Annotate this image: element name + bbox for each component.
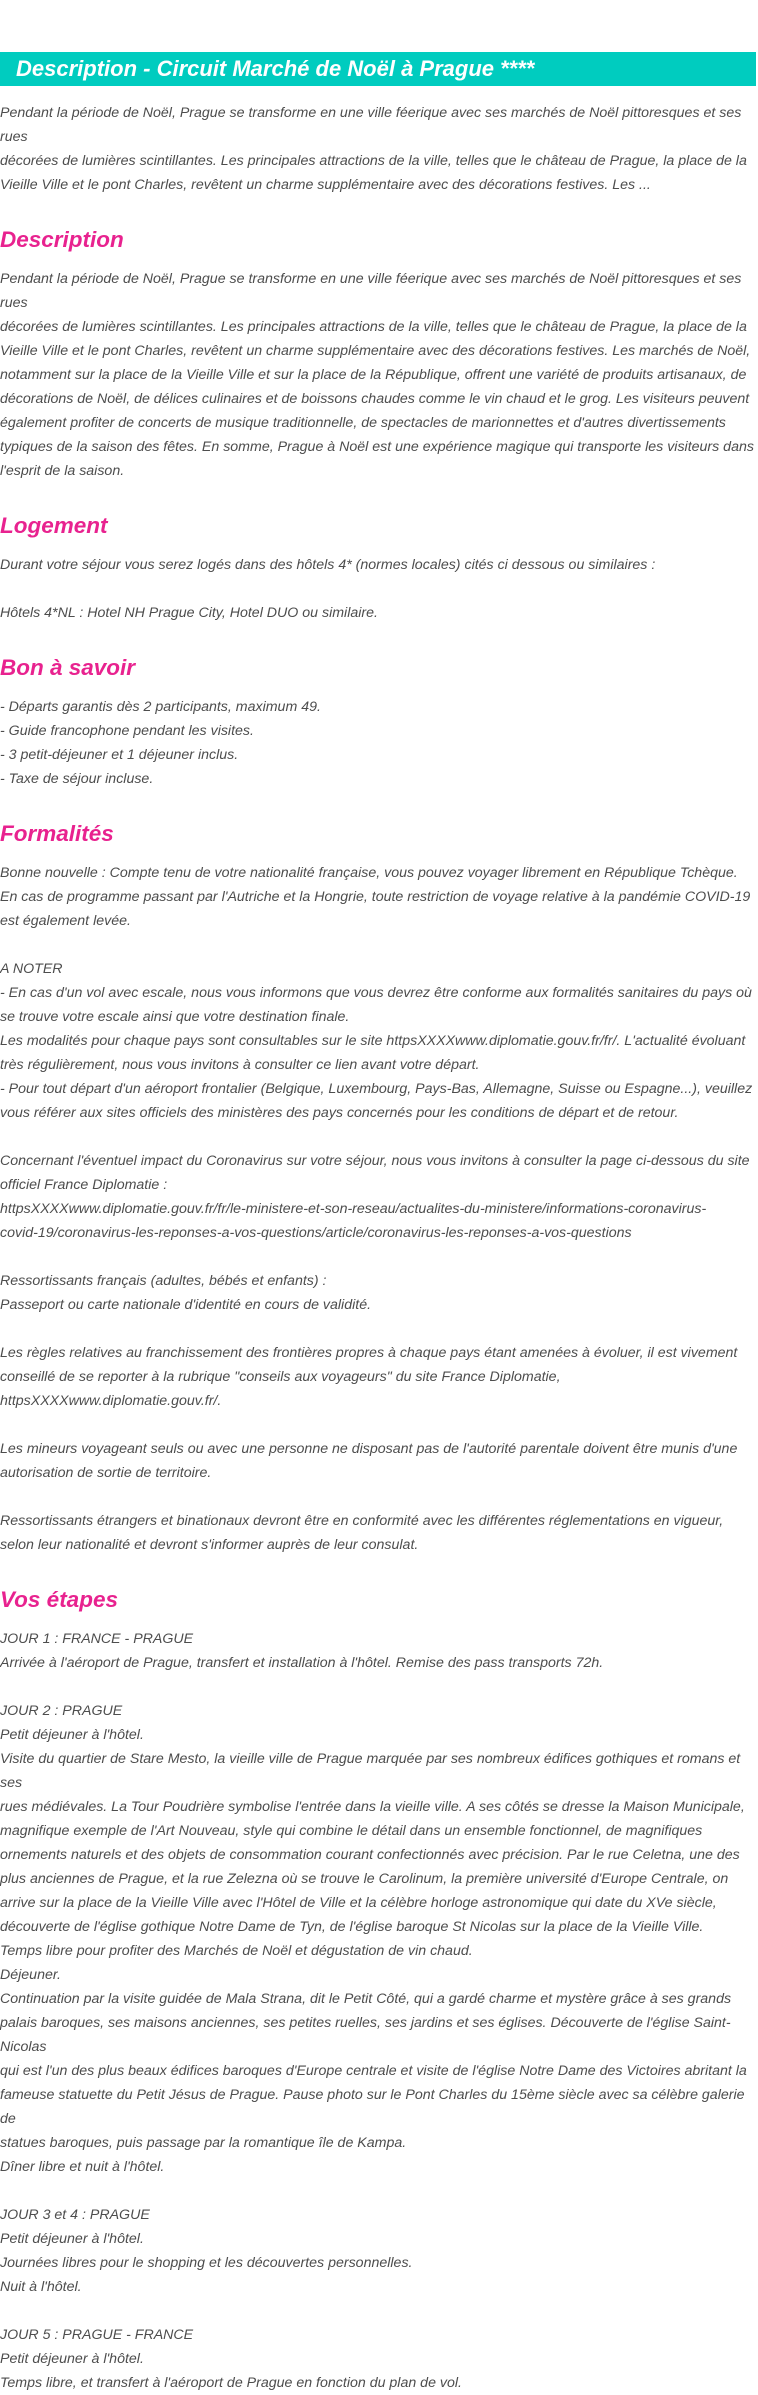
text-line: Nuit à l'hôtel. <box>0 2279 82 2295</box>
text-line: Passeport ou carte nationale d'identité en cours de validité. <box>0 1297 372 1313</box>
text-line: arrive sur la place de la Vieille Ville avec l'Hôtel de Ville et la célèbre horloge astronomique qui date du XVe siècle, <box>0 1895 717 1911</box>
text-line: se trouve votre escale ainsi que votre destination finale. <box>0 1009 350 1025</box>
text-line: Ressortissants français (adultes, bébés et enfants) : <box>0 1273 327 1289</box>
text-line: vous référer aux sites officiels des ministères des pays concernés pour les conditions de départ et de retour. <box>0 1105 679 1121</box>
text-line: est également levée. <box>0 913 131 929</box>
text-line: Bonne nouvelle : Compte tenu de votre nationalité française, vous pouvez voyager librement en République Tchèque. <box>0 865 738 881</box>
text-line: - Pour tout départ d'un aéroport frontalier (Belgique, Luxembourg, Pays-Bas, Allemagne, Suisse ou Espagne...), veuillez <box>0 1081 753 1097</box>
text-line: très régulièrement, nous vous invitons à consulter ce lien avant votre départ. <box>0 1057 480 1073</box>
text-line: statues baroques, puis passage par la romantique île de Kampa. <box>0 2135 407 2151</box>
text-line: autorisation de sortie de territoire. <box>0 1465 212 1481</box>
text-line: découverte de l'église gothique Notre Dame de Tyn, de l'église baroque St Nicolas sur la place de la Vieille Ville. <box>0 1919 704 1935</box>
text-line: - 3 petit-déjeuner et 1 déjeuner inclus. <box>0 747 239 763</box>
blank-line <box>0 1413 755 1437</box>
text-line: Les mineurs voyageant seuls ou avec une personne ne disposant pas de l'autorité parentale doivent être munis d'une <box>0 1441 738 1457</box>
blank-line <box>0 1245 755 1269</box>
description-text <box>0 267 755 483</box>
text-line: Continuation par la visite guidée de Mala Strana, dit le Petit Côté, qui a gardé charme et mystère grâce à ses grands <box>0 1991 732 2007</box>
text-line: Temps libre pour profiter des Marchés de Noël et dégustation de vin chaud. <box>0 1943 473 1959</box>
formalites-text <box>0 861 755 1557</box>
text-line: conseillé de se reporter à la rubrique "conseils aux voyageurs" du site France Diplomatie, <box>0 1369 561 1385</box>
text-line: Dîner libre et nuit à l'hôtel. <box>0 2159 165 2175</box>
text-line: Petit déjeuner à l'hôtel. <box>0 2351 144 2367</box>
text-line: notamment sur la place de la Vieille Ville et sur la place de la République, offrent une variété de produits artisanaux, de <box>0 367 747 383</box>
text-line: Déjeuner. <box>0 1967 61 1983</box>
text-line: Vieille Ville et le pont Charles, revêtent un charme supplémentaire avec des décorations festives. Les ... <box>0 177 651 193</box>
blank-line <box>0 2179 755 2203</box>
text-line: décorées de lumières scintillantes. Les principales attractions de la ville, telles que le château de Prague, la place de la <box>0 319 747 335</box>
blank-line <box>0 1485 755 1509</box>
text-line: Temps libre, et transfert à l'aéroport de Prague en fonction du plan de vol. <box>0 2375 462 2391</box>
text-line: plus anciennes de Prague, et la rue Zelezna où se trouve le Carolinum, la première université d'Europe Centrale, on <box>0 1871 729 1887</box>
logement-text <box>0 553 755 625</box>
blank-line <box>0 2299 755 2323</box>
text-line: JOUR 1 : FRANCE - PRAGUE <box>0 1631 194 1647</box>
text-line: - Guide francophone pendant les visites. <box>0 723 254 739</box>
text-line: En cas de programme passant par l'Autriche et la Hongrie, toute restriction de voyage relative à la pandémie COVID-19 <box>0 889 751 905</box>
text-line: covid-19/coronavirus-les-reponses-a-vos-questions/article/coronavirus-les-reponses-a-vos-questions <box>0 1225 632 1241</box>
text-line: A NOTER <box>0 961 63 977</box>
text-line: selon leur nationalité et devront s'informer auprès de leur consulat. <box>0 1537 419 1553</box>
text-line: - Taxe de séjour incluse. <box>0 771 154 787</box>
blank-line <box>0 1125 755 1149</box>
text-line: - En cas d'un vol avec escale, nous vous informons que vous devrez être conforme aux formalités sanitaires du pays où <box>0 985 752 1001</box>
blank-line <box>0 1317 755 1341</box>
section-heading-description: Description <box>0 227 124 252</box>
text-line: httpsXXXXwww.diplomatie.gouv.fr/. <box>0 1393 222 1409</box>
section-heading-bon-a-savoir: Bon à savoir <box>0 655 136 680</box>
text-line: - Départs garantis dès 2 participants, maximum 49. <box>0 699 321 715</box>
text-line: Visite du quartier de Stare Mesto, la vieille ville de Prague marquée par ses nombreux édifices gothiques et romans et ses <box>0 1751 745 1791</box>
text-line: décorées de lumières scintillantes. Les principales attractions de la ville, telles que le château de Prague, la place de la <box>0 153 747 169</box>
text-line: fameuse statuette du Petit Jésus de Prague. Pause photo sur le Pont Charles du 15ème siècle avec sa célèbre galerie de <box>0 2087 749 2127</box>
text-line: typiques de la saison des fêtes. En somme, Prague à Noël est une expérience magique qui transporte les visiteurs dans <box>0 439 754 455</box>
text-line: Vieille Ville et le pont Charles, revêtent un charme supplémentaire avec des décorations festives. Les marchés de Noël, <box>0 343 751 359</box>
section-heading-logement: Logement <box>0 513 108 538</box>
text-line: Journées libres pour le shopping et les découvertes personnelles. <box>0 2255 413 2271</box>
text-line: palais baroques, ses maisons anciennes, ses petites ruelles, ses jardins et ses églises. Découverte de l'église Saint-Nicolas <box>0 2015 731 2055</box>
text-line: Petit déjeuner à l'hôtel. <box>0 2231 144 2247</box>
text-line: JOUR 5 : PRAGUE - FRANCE <box>0 2327 194 2343</box>
section-heading-formalites: Formalités <box>0 821 114 846</box>
text-line: Ressortissants étrangers et binationaux devront être en conformité avec les différentes réglementations en vigueur, <box>0 1513 724 1529</box>
text-line: Pendant la période de Noël, Prague se transforme en une ville féerique avec ses marchés de Noël pittoresques et ses rues <box>0 271 746 311</box>
text-line: Petit déjeuner à l'hôtel. <box>0 1727 144 1743</box>
page-title-banner: Description - Circuit Marché de Noël à Prague **** <box>0 52 756 86</box>
text-line: JOUR 3 et 4 : PRAGUE <box>0 2207 150 2223</box>
text-line: qui est l'un des plus beaux édifices baroques d'Europe centrale et visite de l'église Notre Dame des Victoires abritant la <box>0 2063 747 2079</box>
text-line: également profiter de concerts de musique traditionnelle, de spectacles de marionnettes et d'autres divertissements <box>0 415 726 431</box>
blank-line <box>0 933 755 957</box>
text-line: décorations de Noël, de délices culinaires et de boissons chaudes comme le vin chaud et le grog. Les visiteurs peuvent <box>0 391 750 407</box>
text-line: Hôtels 4*NL : Hotel NH Prague City, Hotel DUO ou similaire. <box>0 605 378 621</box>
text-line: magnifique exemple de l'Art Nouveau, style qui combine le détail dans un ensemble fonctionnel, de magnifiques <box>0 1823 703 1839</box>
blank-line <box>0 1675 755 1699</box>
text-line: l'esprit de la saison. <box>0 463 125 479</box>
blank-line <box>0 577 755 601</box>
text-line: Les règles relatives au franchissement des frontières propres à chaque pays étant amenées à évoluer, il est vivement <box>0 1345 738 1361</box>
intro-text <box>0 101 755 197</box>
bon-a-savoir-text <box>0 695 755 791</box>
text-line: Durant votre séjour vous serez logés dans des hôtels 4* (normes locales) cités ci dessous ou similaires : <box>0 557 656 573</box>
text-line: JOUR 2 : PRAGUE <box>0 1703 123 1719</box>
text-line: Concernant l'éventuel impact du Coronavirus sur votre séjour, nous vous invitons à consulter la page ci-dessous du site <box>0 1153 750 1169</box>
text-line: Les modalités pour chaque pays sont consultables sur le site httpsXXXXwww.diplomatie.gouv.fr/fr/. L'actualité évoluant <box>0 1033 746 1049</box>
text-line: Pendant la période de Noël, Prague se transforme en une ville féerique avec ses marchés de Noël pittoresques et ses rues <box>0 105 746 145</box>
text-line: Arrivée à l'aéroport de Prague, transfert et installation à l'hôtel. Remise des pass transports 72h. <box>0 1655 604 1671</box>
text-line: httpsXXXXwww.diplomatie.gouv.fr/fr/le-ministere-et-son-reseau/actualites-du-ministere/informations-coronavirus- <box>0 1201 707 1217</box>
text-line: ornements naturels et des objets de consommation courant confectionnés avec précision. Par le rue Celetna, une des <box>0 1847 740 1863</box>
text-line: officiel France Diplomatie : <box>0 1177 168 1193</box>
etapes-text <box>0 1627 755 2395</box>
text-line: rues médiévales. La Tour Poudrière symbolise l'entrée dans la vieille ville. A ses côtés se dresse la Maison Municipale, <box>0 1799 745 1815</box>
section-heading-etapes: Vos étapes <box>0 1587 118 1612</box>
